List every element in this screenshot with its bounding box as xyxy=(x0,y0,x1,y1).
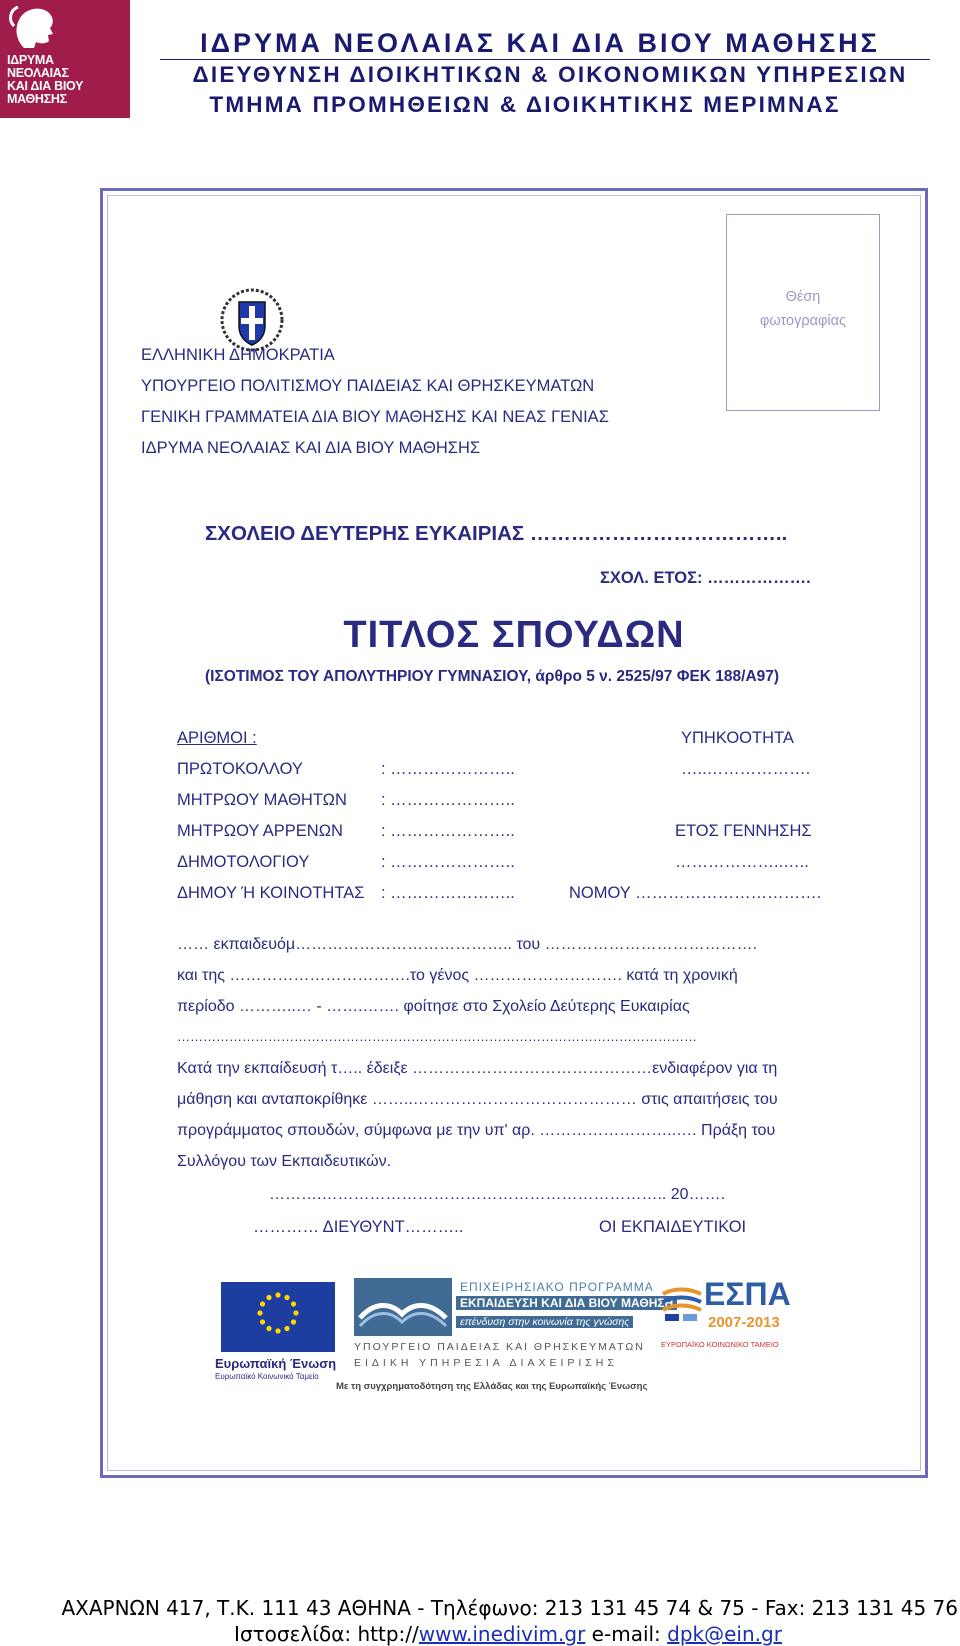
school-year: ΣΧΟΛ. ΕΤΟΣ: ………………. xyxy=(600,569,811,587)
birth-year-value: ………………..….. xyxy=(675,853,809,871)
espa-logo-text: ΕΣΠΑ xyxy=(704,1276,791,1312)
field-value: : ………………….. xyxy=(381,822,515,840)
body-line: Κατά την εκπαίδευσή τ….. έδειξε ………………………………………ενδιαφέρον για τη xyxy=(177,1060,778,1077)
field-value: : ………………….. xyxy=(381,884,515,902)
logo-line: ΝΕΟΛΑΙΑΣ xyxy=(7,66,69,80)
field-label: ΜΗΤΡΩΟΥ ΑΡΡΕΝΩΝ xyxy=(177,822,343,840)
body-line: περίοδο ………..… - …….……. φοίτησε στο Σχολείο Δεύτερης Ευκαιρίας xyxy=(177,998,690,1015)
birth-year-label: ΕΤΟΣ ΓΕΝΝΗΣΗΣ xyxy=(675,822,812,840)
profile-head-icon xyxy=(6,4,60,50)
field-value: : ………………….. xyxy=(381,853,515,871)
website-label: Ιστοσελίδα: http:// xyxy=(234,1622,419,1646)
logo-line: ΚΑΙ ΔΙΑ ΒΙΟΥ xyxy=(7,79,84,93)
body-line: προγράμματος σπουδών, σύμφωνα με την υπ' αρ. ……………………..…. Πράξη του xyxy=(177,1122,776,1139)
website-link[interactable]: www.inedivim.gr xyxy=(418,1622,586,1646)
footer-address: ΑΧΑΡΝΩΝ 417, Τ.Κ. 111 43 ΑΘΗΝΑ - Τηλέφωνο: 213 131 45 74 & 75 - Fax: 213 131 45 76 xyxy=(61,1596,958,1620)
teachers-signature: ΟΙ ΕΚΠΑΙΔΕΥΤΙΚΟΙ xyxy=(599,1218,747,1236)
photo-label-2: φωτογραφίας xyxy=(760,313,846,329)
espa-years: 2007-2013 xyxy=(708,1314,780,1331)
body-line: και της …………………………….το γένος ………………………. κατά τη χρονική xyxy=(177,967,738,984)
program-line-1: ΕΠΙΧΕΙΡΗΣΙΑΚΟ ΠΡΟΓΡΑΜΜΑ xyxy=(460,1280,654,1294)
issuer-line: ΓΕΝΙΚΗ ΓΡΑΜΜΑΤΕΙΑ ΔΙΑ ΒΙΟΥ ΜΑΘΗΣΗΣ ΚΑΙ ΝΕΑΣ ΓΕΝΙΑΣ xyxy=(141,408,609,426)
program-line-3: επένδυση στην κοινωνία της γνώσης xyxy=(456,1316,633,1328)
body-line: μάθηση και ανταποκρίθηκε ……..…………………………………… στις απαιτήσεις του xyxy=(177,1091,778,1108)
date-line: ……….……………………………………………………….. 20……. xyxy=(269,1186,726,1203)
photo-placeholder xyxy=(726,214,880,411)
letterhead-line-2: ΔΙΕΥΘΥΝΣΗ ΔΙΟΙΚΗΤΙΚΩΝ & ΟΙΚΟΝΟΜΙΚΩΝ ΥΠΗΡΕΣΙΩΝ xyxy=(192,62,908,87)
eu-flag-icon xyxy=(221,1282,335,1352)
numbers-label: ΑΡΙΘΜΟΙ : xyxy=(177,729,257,747)
logo-line: ΜΑΘΗΣΗΣ xyxy=(7,92,67,106)
espa-swoosh-icon xyxy=(661,1284,703,1322)
espa-caption: ΕΥΡΩΠΑΪΚΟ ΚΟΙΝΩΝΙΚΟ ΤΑΜΕΙΟ xyxy=(661,1340,779,1349)
program-line-4: ΥΠΟΥΡΓΕΙΟ ΠΑΙΔΕΙΑΣ ΚΑΙ ΘΡΗΣΚΕΥΜΑΤΩΝ xyxy=(354,1341,645,1353)
citizenship-value: …..………………. xyxy=(681,760,811,778)
certificate-subtitle: (ΙΣΟΤΙΜΟΣ ΤΟΥ ΑΠΟΛΥΤΗΡΙΟΥ ΓΥΜΝΑΣΙΟΥ, άρθρο 5 ν. 2525/97 ΦΕΚ 188/Α97) xyxy=(205,668,780,685)
letterhead-rule xyxy=(160,59,930,60)
email-label: e-mail: xyxy=(585,1622,668,1646)
citizenship-label: ΥΠΗΚΟΟΤΗΤΑ xyxy=(681,729,794,747)
hellenic-republic-emblem-icon xyxy=(219,288,285,352)
program-line-5: ΕΙΔΙΚΗ ΥΠΗΡΕΣΙΑ ΔΙΑΧΕΙΡΙΣΗΣ xyxy=(354,1357,618,1369)
director-signature: ………… ΔΙΕΥΘΥΝΤ……….. xyxy=(253,1218,464,1236)
field-value: : ………………….. xyxy=(381,760,515,778)
prefecture-field: ΝΟΜΟΥ ……………………………. xyxy=(569,884,822,902)
cofunding-note: Με τη συγχρηματοδότηση της Ελλάδας και της Ευρωπαϊκής Ένωσης xyxy=(336,1381,648,1392)
field-label: ΜΗΤΡΩΟΥ ΜΑΘΗΤΩΝ xyxy=(177,791,347,809)
eu-caption: Ευρωπαϊκή Ένωση xyxy=(215,1356,337,1371)
letterhead-line-1: ΙΔΡΥΜΑ ΝΕΟΛΑΙΑΣ ΚΑΙ ΔΙΑ ΒΙΟΥ ΜΑΘΗΣΗΣ xyxy=(200,28,880,58)
certificate-frame xyxy=(100,188,928,1478)
issuer-line: ΕΛΛΗΝΙΚΗ ΔΗΜΟΚΡΑΤΙΑ xyxy=(141,346,335,364)
program-line-2: ΕΚΠΑΙΔΕΥΣΗ ΚΑΙ ΔΙΑ ΒΙΟΥ ΜΑΘΗΣΗ xyxy=(456,1296,677,1310)
letterhead-line-3: ΤΜΗΜΑ ΠΡΟΜΗΘΕΙΩΝ & ΔΙΟΙΚΗΤΙΚΗΣ ΜΕΡΙΜΝΑΣ xyxy=(209,92,841,117)
field-label: ΔΗΜΟΤΟΛΟΓΙΟΥ xyxy=(177,853,310,871)
open-book-icon xyxy=(354,1278,452,1336)
field-label: ΠΡΩΤΟΚΟΛΛΟΥ xyxy=(177,760,303,778)
institution-logo xyxy=(0,0,130,118)
photo-label-1: Θέση xyxy=(785,289,821,305)
footer-contact xyxy=(0,1622,960,1646)
certificate-title: ΤΙΤΛΟΣ ΣΠΟΥΔΩΝ xyxy=(343,614,685,656)
body-line: Συλλόγου των Εκπαιδευτικών. xyxy=(177,1153,392,1170)
body-line: ………………………………………………………………………………………………………… xyxy=(177,1029,697,1044)
issuer-line: ΙΔΡΥΜΑ ΝΕΟΛΑΙΑΣ ΚΑΙ ΔΙΑ ΒΙΟΥ ΜΑΘΗΣΗΣ xyxy=(141,439,481,457)
body-line: …… εκπαιδευόμ………………………………….. του …………………………………. xyxy=(177,936,758,953)
field-label: ΔΗΜΟΥ Ή ΚΟΙΝΟΤΗΤΑΣ xyxy=(177,884,365,902)
logo-line: ΙΔΡΥΜΑ xyxy=(7,53,54,67)
email-link[interactable]: dpk@ein.gr xyxy=(667,1622,782,1646)
field-value: : ………………….. xyxy=(381,791,515,809)
eu-subcaption: Ευρωπαϊκό Κοινωνικό Ταμείο xyxy=(215,1372,319,1381)
issuer-line: ΥΠΟΥΡΓΕΙΟ ΠΟΛΙΤΙΣΜΟΥ ΠΑΙΔΕΙΑΣ ΚΑΙ ΘΡΗΣΚΕΥΜΑΤΩΝ xyxy=(141,377,595,395)
school-name: ΣΧΟΛΕΙΟ ΔΕΥΤΕΡΗΣ ΕΥΚΑΙΡΙΑΣ ……………………………….. xyxy=(205,522,788,545)
